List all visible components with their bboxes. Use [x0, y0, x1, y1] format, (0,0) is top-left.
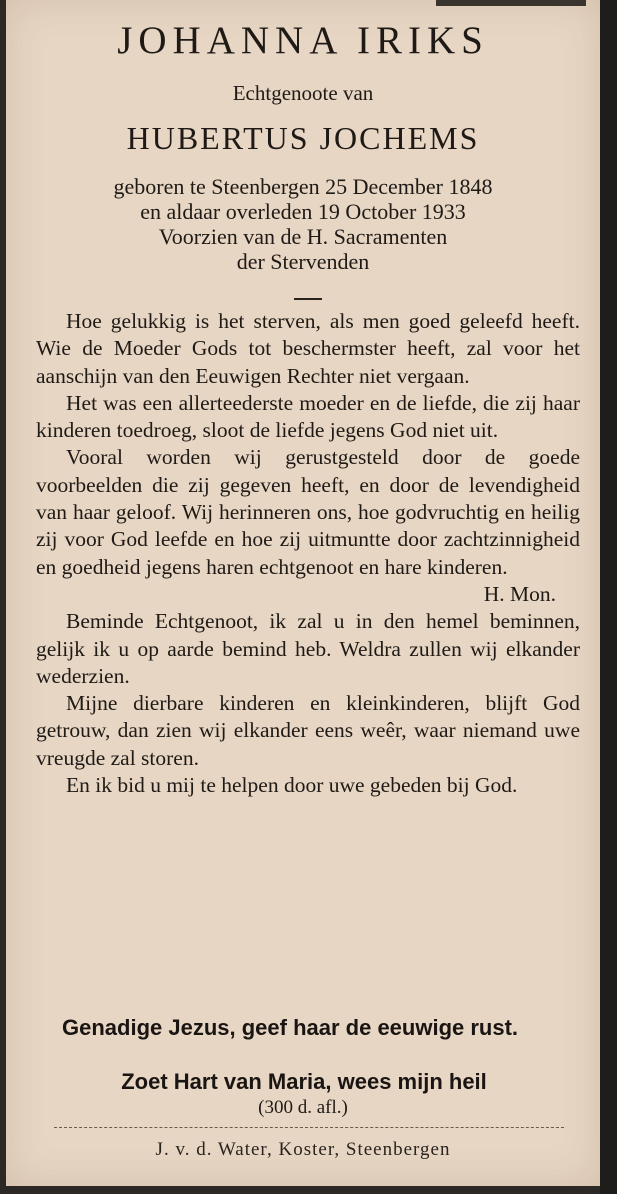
paragraph: Mijne dierbare kinderen en kleinkinderen, blijft God getrouw, dan zien wij elkander eens weêr, waar niemand uwe vreugde zal storen.	[36, 691, 580, 770]
sacraments-line-2: der Stervenden	[236, 249, 370, 274]
paragraph: Hoe gelukkig is het sterven, als men goed geleefd heeft. Wie de Moeder Gods tot beschermster heeft, zal voor het aanschijn van den Eeuwigen Rechter niet vergaan.	[36, 309, 580, 388]
quote-signature: H. Mon.	[483, 581, 556, 606]
deceased-name: JOHANNA IRIKS	[117, 19, 489, 62]
printer-credit: J. v. d. Water, Koster, Steenbergen	[155, 1139, 451, 1160]
paragraph: Beminde Echtgenoot, ik zal u in den hemel beminnen, gelijk ik u op aarde bemind heb. Weldra zullen wij elkander wederzien.	[36, 609, 580, 688]
indulgence-note: (300 d. afl.)	[258, 1097, 348, 1118]
sacraments-line-1: Voorzien van de H. Sacramenten	[158, 224, 448, 249]
life-dates	[6, 174, 600, 274]
top-torn-edge	[436, 0, 586, 6]
dashed-separator	[54, 1127, 564, 1128]
paragraph: En ik bid u mij te helpen door uwe gebeden bij God.	[66, 773, 518, 798]
spouse-label: Echtgenoote van	[232, 81, 374, 105]
husband-name: HUBERTUS JOCHEMS	[126, 120, 480, 156]
memorial-text	[36, 308, 580, 799]
paragraph: Het was een allerteederste moeder en de liefde, die zij haar kinderen toedroeg, sloot de liefde jegens God niet uit.	[36, 390, 580, 443]
birth-line: geboren te Steenbergen 25 December 1848	[113, 174, 493, 199]
prayer-maria: Zoet Hart van Maria, wees mijn heil	[121, 1069, 487, 1094]
divider	[294, 298, 322, 300]
death-line: en aldaar overleden 19 October 1933	[140, 199, 466, 224]
dark-background-edge	[600, 0, 617, 1194]
paragraph: Vooral worden wij gerustgesteld door de goede voorbeelden die zij gegeven heeft, en door de levendigheid van haar geloof. Wij herinneren ons, hoe godvruchtig en heilig zij voor God leefde en hoe zij uitmuntte door zachtzinnigheid en goedheid jegens haren echtgenoot en hare kinderen.	[36, 445, 580, 579]
memorial-card	[6, 0, 600, 1186]
prayer-jesus: Genadige Jezus, geef haar de eeuwige rust.	[62, 1015, 519, 1040]
